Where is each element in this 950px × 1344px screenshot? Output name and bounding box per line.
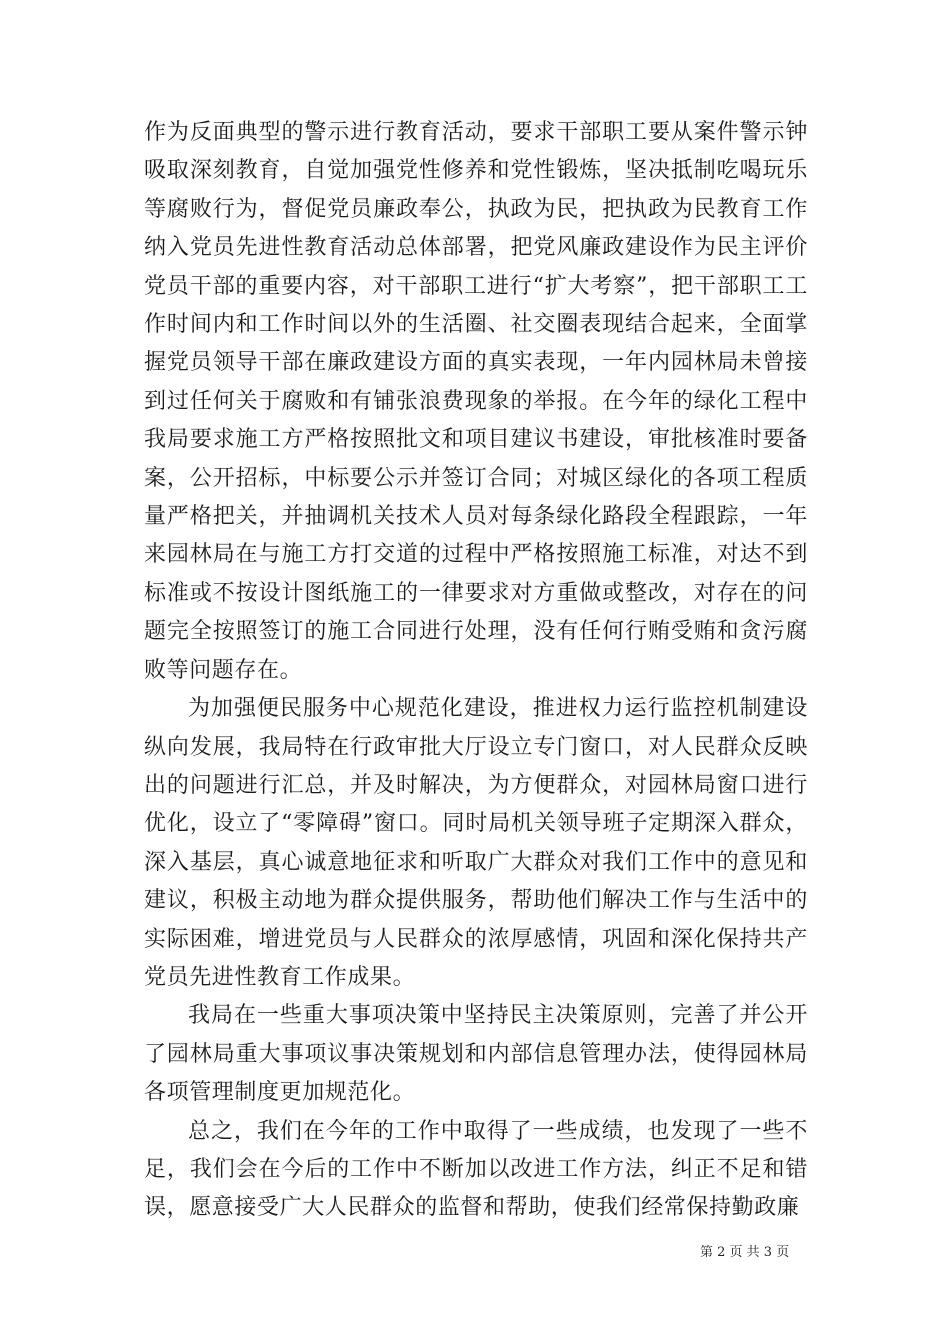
paragraph-3: 我局在一些重大事项决策中坚持民主决策原则，完善了并公开了园林局重大事项议事决策规划和内部信息管理办法，使得园林局各项管理制度更加规范化。 <box>144 1003 808 1106</box>
document-body <box>144 114 808 1228</box>
paragraph-1: 作为反面典型的警示进行教育活动，要求干部职工要从案件警示钟吸取深刻教育，自觉加强党性修养和党性锻炼，坚决抵制吃喝玩乐等腐败行为，督促党员廉政奉公，执政为民，把执政为民教育工作纳入党员先进性教育活动总体部署，把党风廉政建设作为民主评价党员干部的重要内容，对干部职工进行“扩大考察”，把干部职工工作时间内和工作时间以外的生活圈、社交圈表现结合起来，全面掌握党员领导干部在廉政建设方面的真实表现，一年内园林局未曾接到过任何关于腐败和有铺张浪费现象的举报。在今年的绿化工程中我局要求施工方严格按照批文和项目建议书建设，审批核准时要备案，公开招标，中标要公示并签订合同；对城区绿化的各项工程质量严格把关，并抽调机关技术人员对每条绿化路段全程跟踪，一年来园林局在与施工方打交道的过程中严格按照施工标准，对达不到标准或不按设计图纸施工的一律要求对方重做或整改，对存在的问题完全按照签订的施工合同进行处理，没有任何行贿受贿和贪污腐败等问题存在。 <box>144 120 808 683</box>
page-number-footer: 第 2 页 共 3 页 <box>700 1245 790 1260</box>
paragraph-2: 为加强便民服务中心规范化建设，推进权力运行监控机制建设纵向发展，我局特在行政审批大厅设立专门窗口，对人民群众反映出的问题进行汇总，并及时解决，为方便群众，对园林局窗口进行优化，设立了“零障碍”窗口。同时局机关领导班子定期深入群众，深入基层，真心诚意地征求和听取广大群众对我们工作中的意见和建议，积极主动地为群众提供服务，帮助他们解决工作与生活中的实际困难，增进党员与人民群众的浓厚感情，巩固和深化保持共产党员先进性教育工作成果。 <box>144 696 808 990</box>
paragraph-4: 总之，我们在今年的工作中取得了一些成绩，也发现了一些不足，我们会在今后的工作中不断加以改进工作方法，纠正不足和错误，愿意接受广大人民群众的监督和帮助，使我们经常保持勤政廉 <box>144 1118 808 1221</box>
